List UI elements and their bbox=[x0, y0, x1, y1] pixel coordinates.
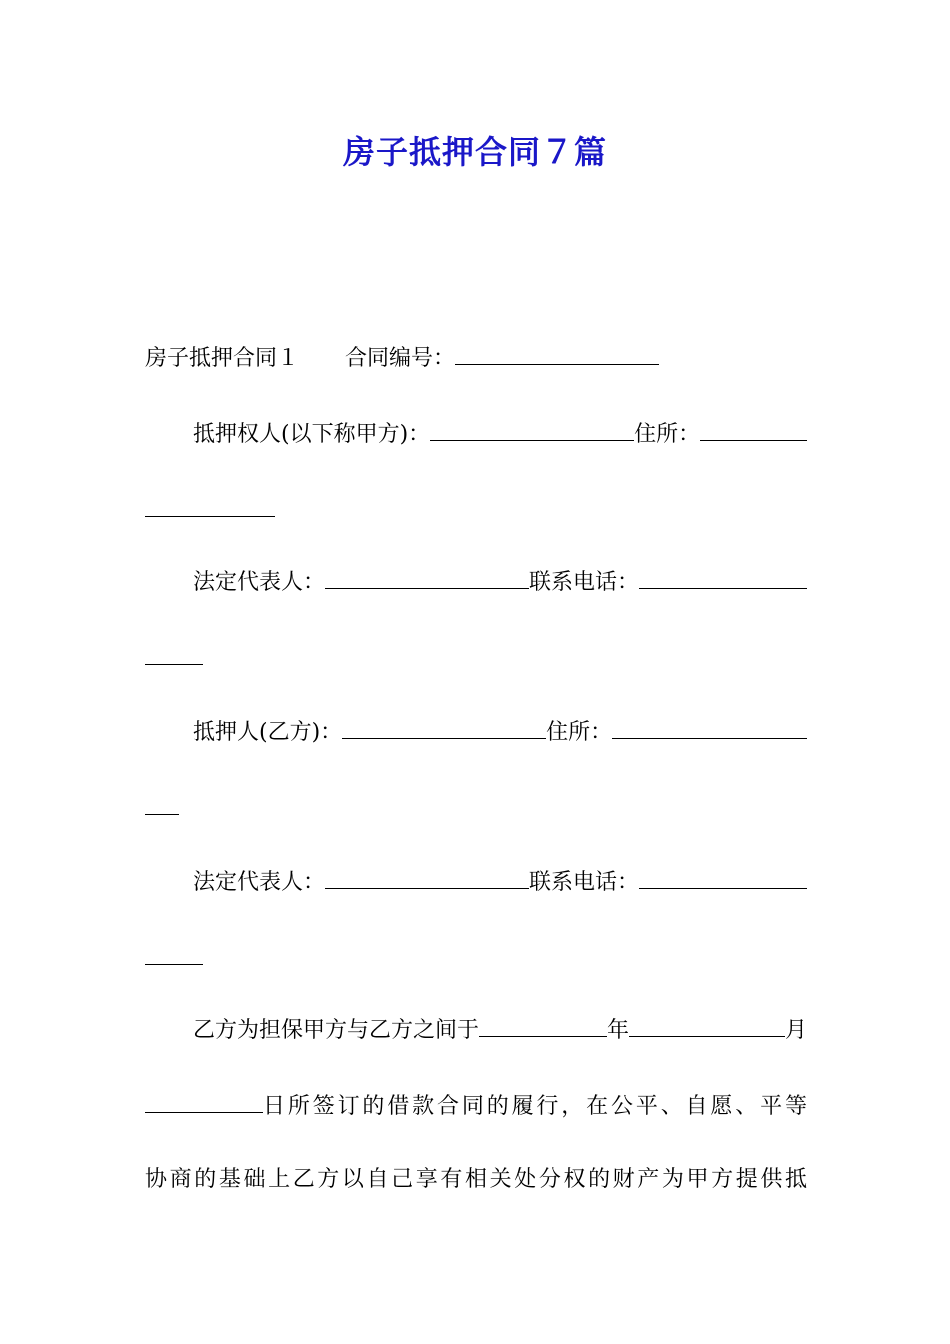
mortgagor-address-label: 住所： bbox=[546, 720, 613, 745]
phone-continuation-1 bbox=[145, 642, 807, 675]
mortgagor-line bbox=[145, 716, 807, 749]
legal-rep-blank-2 bbox=[325, 866, 529, 889]
phone-label-1: 联系电话： bbox=[529, 570, 640, 595]
body-line-1 bbox=[145, 1014, 807, 1047]
legal-rep-label-1: 法定代表人： bbox=[193, 570, 326, 595]
mortgagee-line bbox=[145, 418, 807, 451]
mortgagor-address-continuation bbox=[145, 792, 807, 825]
contract-no-label: 合同编号： bbox=[345, 346, 456, 371]
body-day-text: 日所签订的借款合同的履行，在公平、自愿、平等 bbox=[263, 1094, 807, 1119]
mortgagor-address-blank bbox=[612, 716, 807, 739]
mortgagee-blank bbox=[430, 418, 634, 441]
mortgagee-address-blank-cont bbox=[145, 494, 275, 517]
contract-heading-line bbox=[145, 342, 807, 375]
phone-blank-2 bbox=[639, 866, 807, 889]
mortgagor-address-blank-cont bbox=[145, 792, 179, 815]
mortgagor-rep-line bbox=[145, 866, 807, 899]
body-line-2 bbox=[145, 1090, 807, 1123]
mortgagee-address-blank bbox=[700, 418, 807, 441]
phone-blank-cont-1 bbox=[145, 642, 203, 665]
legal-rep-blank-1 bbox=[325, 566, 529, 589]
phone-label-2: 联系电话： bbox=[529, 870, 640, 895]
mortgagor-blank bbox=[342, 716, 546, 739]
year-label: 年 bbox=[607, 1018, 630, 1043]
month-label: 月 bbox=[784, 1018, 807, 1043]
phone-blank-1 bbox=[639, 566, 807, 589]
body-line-3: 协商的基础上乙方以自己享有相关处分权的财产为甲方提供抵 bbox=[145, 1167, 807, 1192]
mortgagor-label: 抵押人(乙方)： bbox=[193, 720, 343, 745]
year-blank bbox=[479, 1014, 607, 1037]
legal-rep-label-2: 法定代表人： bbox=[193, 870, 326, 895]
contract-no-blank bbox=[455, 342, 659, 365]
phone-continuation-2 bbox=[145, 942, 807, 975]
section-heading: 房子抵押合同１ bbox=[145, 346, 300, 371]
mortgagee-address-label: 住所： bbox=[634, 422, 701, 447]
month-blank bbox=[629, 1014, 785, 1037]
body-start-text: 乙方为担保甲方与乙方之间于 bbox=[193, 1018, 480, 1043]
mortgagee-rep-line bbox=[145, 566, 807, 599]
document-title: 房子抵押合同７篇 bbox=[342, 133, 607, 171]
phone-blank-cont-2 bbox=[145, 942, 203, 965]
mortgagee-label: 抵押权人(以下称甲方)： bbox=[193, 422, 431, 447]
day-blank bbox=[145, 1090, 263, 1113]
mortgagee-address-continuation bbox=[145, 494, 807, 527]
